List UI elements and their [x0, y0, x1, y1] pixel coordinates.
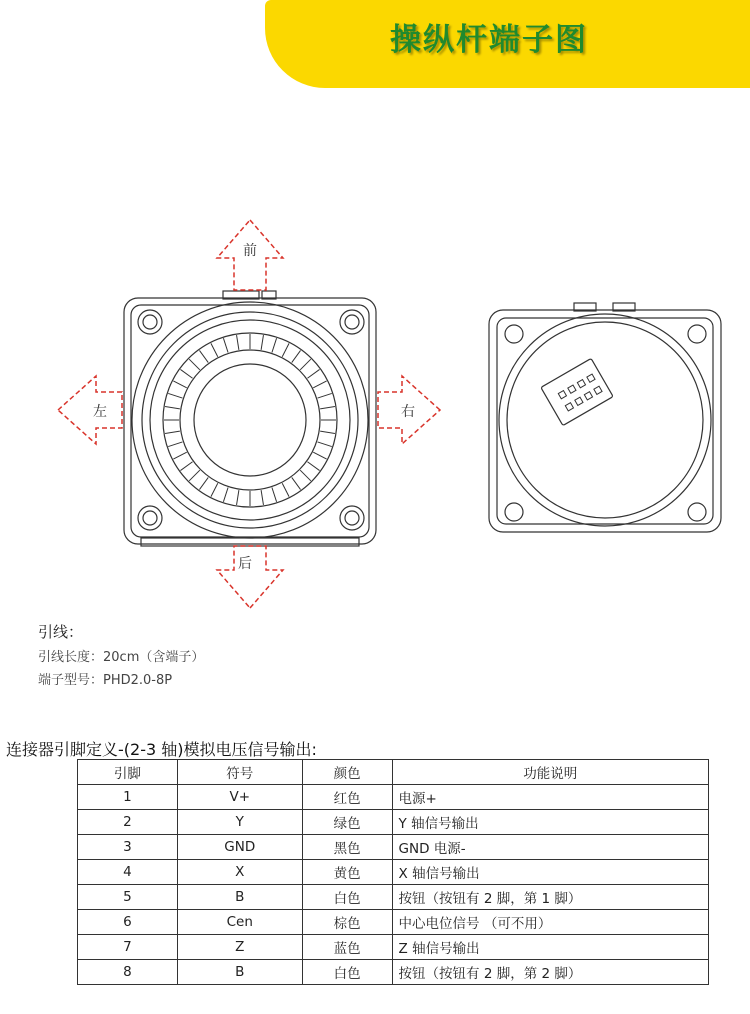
- ring-tooth: [282, 343, 289, 356]
- ring-tooth: [261, 490, 263, 505]
- ring-tooth: [292, 477, 301, 489]
- pin-function: Z 轴信号输出: [392, 935, 708, 960]
- table-row: [78, 960, 709, 985]
- wire-color: 蓝色: [302, 935, 392, 960]
- ring-tooth: [180, 462, 192, 471]
- pin-number: 6: [78, 910, 178, 935]
- ring-tooth: [199, 477, 208, 489]
- table-row: [78, 785, 709, 810]
- pin-function: X 轴信号输出: [392, 860, 708, 885]
- wire-color: 绿色: [302, 810, 392, 835]
- connector-pin: [594, 386, 602, 394]
- ring-tooth: [307, 462, 319, 471]
- table-row: [78, 810, 709, 835]
- pin-function: GND 电源-: [392, 835, 708, 860]
- ring-tooth: [189, 359, 200, 370]
- terminal-model: 端子型号：PHD2.0-8P: [38, 673, 173, 688]
- pin-symbol: Y: [177, 810, 302, 835]
- table-header-row: [78, 760, 709, 785]
- back-view-body: [489, 310, 721, 532]
- pin-symbol: Z: [177, 935, 302, 960]
- header-color: 颜色: [302, 760, 392, 785]
- wire-color: 红色: [302, 785, 392, 810]
- pin-function: 按钮（按钮有 2 脚，第 2 脚）: [392, 960, 708, 985]
- pin-function: Y 轴信号输出: [392, 810, 708, 835]
- connector-pin: [587, 374, 595, 382]
- pin-symbol: B: [177, 960, 302, 985]
- ring-tooth: [320, 407, 335, 409]
- ring-tooth: [211, 483, 218, 496]
- pin-number: 1: [78, 785, 178, 810]
- pin-symbol: Cen: [177, 910, 302, 935]
- direction-label-back: 后: [238, 556, 252, 572]
- table-row: [78, 935, 709, 960]
- pin-symbol: GND: [177, 835, 302, 860]
- direction-label-right: 右: [401, 404, 415, 420]
- pin-symbol: B: [177, 885, 302, 910]
- table-title: 连接器引脚定义-(2-3 轴)模拟电压信号输出:: [6, 740, 317, 759]
- ring-tooth: [313, 452, 326, 459]
- pin-number: 7: [78, 935, 178, 960]
- page-title: 操纵杆端子图: [390, 22, 588, 58]
- pin-number: 3: [78, 835, 178, 860]
- direction-label-left: 左: [93, 404, 107, 420]
- wire-color: 黄色: [302, 860, 392, 885]
- table-row: [78, 885, 709, 910]
- ring-tooth: [292, 350, 301, 362]
- wire-color: 棕色: [302, 910, 392, 935]
- pin-symbol: X: [177, 860, 302, 885]
- ring-tooth: [168, 442, 182, 447]
- arrow-left-icon: [58, 376, 122, 444]
- connector-pin: [584, 392, 592, 400]
- wire-color: 白色: [302, 885, 392, 910]
- ring-tooth: [261, 335, 263, 350]
- ring-tooth: [237, 490, 239, 505]
- ring-tooth: [165, 407, 180, 409]
- direction-label-front: 前: [243, 243, 257, 259]
- pin-symbol: V+: [177, 785, 302, 810]
- ring-tooth: [180, 369, 192, 378]
- ring-tooth: [307, 369, 319, 378]
- ring-tooth: [318, 442, 332, 447]
- pin-function: 中心电位信号 （可不用）: [392, 910, 708, 935]
- ring-tooth: [165, 431, 180, 433]
- ring-tooth: [211, 343, 218, 356]
- ring-tooth: [199, 350, 208, 362]
- ring-tooth: [300, 359, 311, 370]
- ring-tooth: [300, 470, 311, 481]
- connector-pin: [568, 385, 576, 393]
- pin-number: 8: [78, 960, 178, 985]
- ring-tooth: [272, 338, 277, 352]
- ring-tooth: [318, 393, 332, 398]
- wire-color: 白色: [302, 960, 392, 985]
- connector-pin: [577, 380, 585, 388]
- header-symbol: 符号: [177, 760, 302, 785]
- header-function: 功能说明: [392, 760, 708, 785]
- ring-tooth: [173, 452, 186, 459]
- table-row: [78, 860, 709, 885]
- pin-number: 2: [78, 810, 178, 835]
- connector-pin: [575, 397, 583, 405]
- connector-header: [541, 358, 613, 425]
- ring-tooth: [282, 483, 289, 496]
- ring-tooth: [223, 338, 228, 352]
- pin-function: 按钮（按钮有 2 脚，第 1 脚）: [392, 885, 708, 910]
- pin-definition-table: [77, 759, 709, 985]
- table-row: [78, 910, 709, 935]
- lead-heading: 引线：: [38, 623, 84, 641]
- pin-number: 4: [78, 860, 178, 885]
- connector-pin: [558, 391, 566, 399]
- pin-function: 电源+: [392, 785, 708, 810]
- ring-tooth: [272, 488, 277, 502]
- wire-color: 黑色: [302, 835, 392, 860]
- lead-length: 引线长度：20cm（含端子）: [38, 650, 205, 665]
- ring-tooth: [320, 431, 335, 433]
- connector-pin: [565, 403, 573, 411]
- header-pin: 引脚: [78, 760, 178, 785]
- ring-tooth: [237, 335, 239, 350]
- ring-tooth: [313, 381, 326, 388]
- pin-number: 5: [78, 885, 178, 910]
- ring-tooth: [168, 393, 182, 398]
- ring-tooth: [189, 470, 200, 481]
- ring-tooth: [223, 488, 228, 502]
- table-row: [78, 835, 709, 860]
- ring-tooth: [173, 381, 186, 388]
